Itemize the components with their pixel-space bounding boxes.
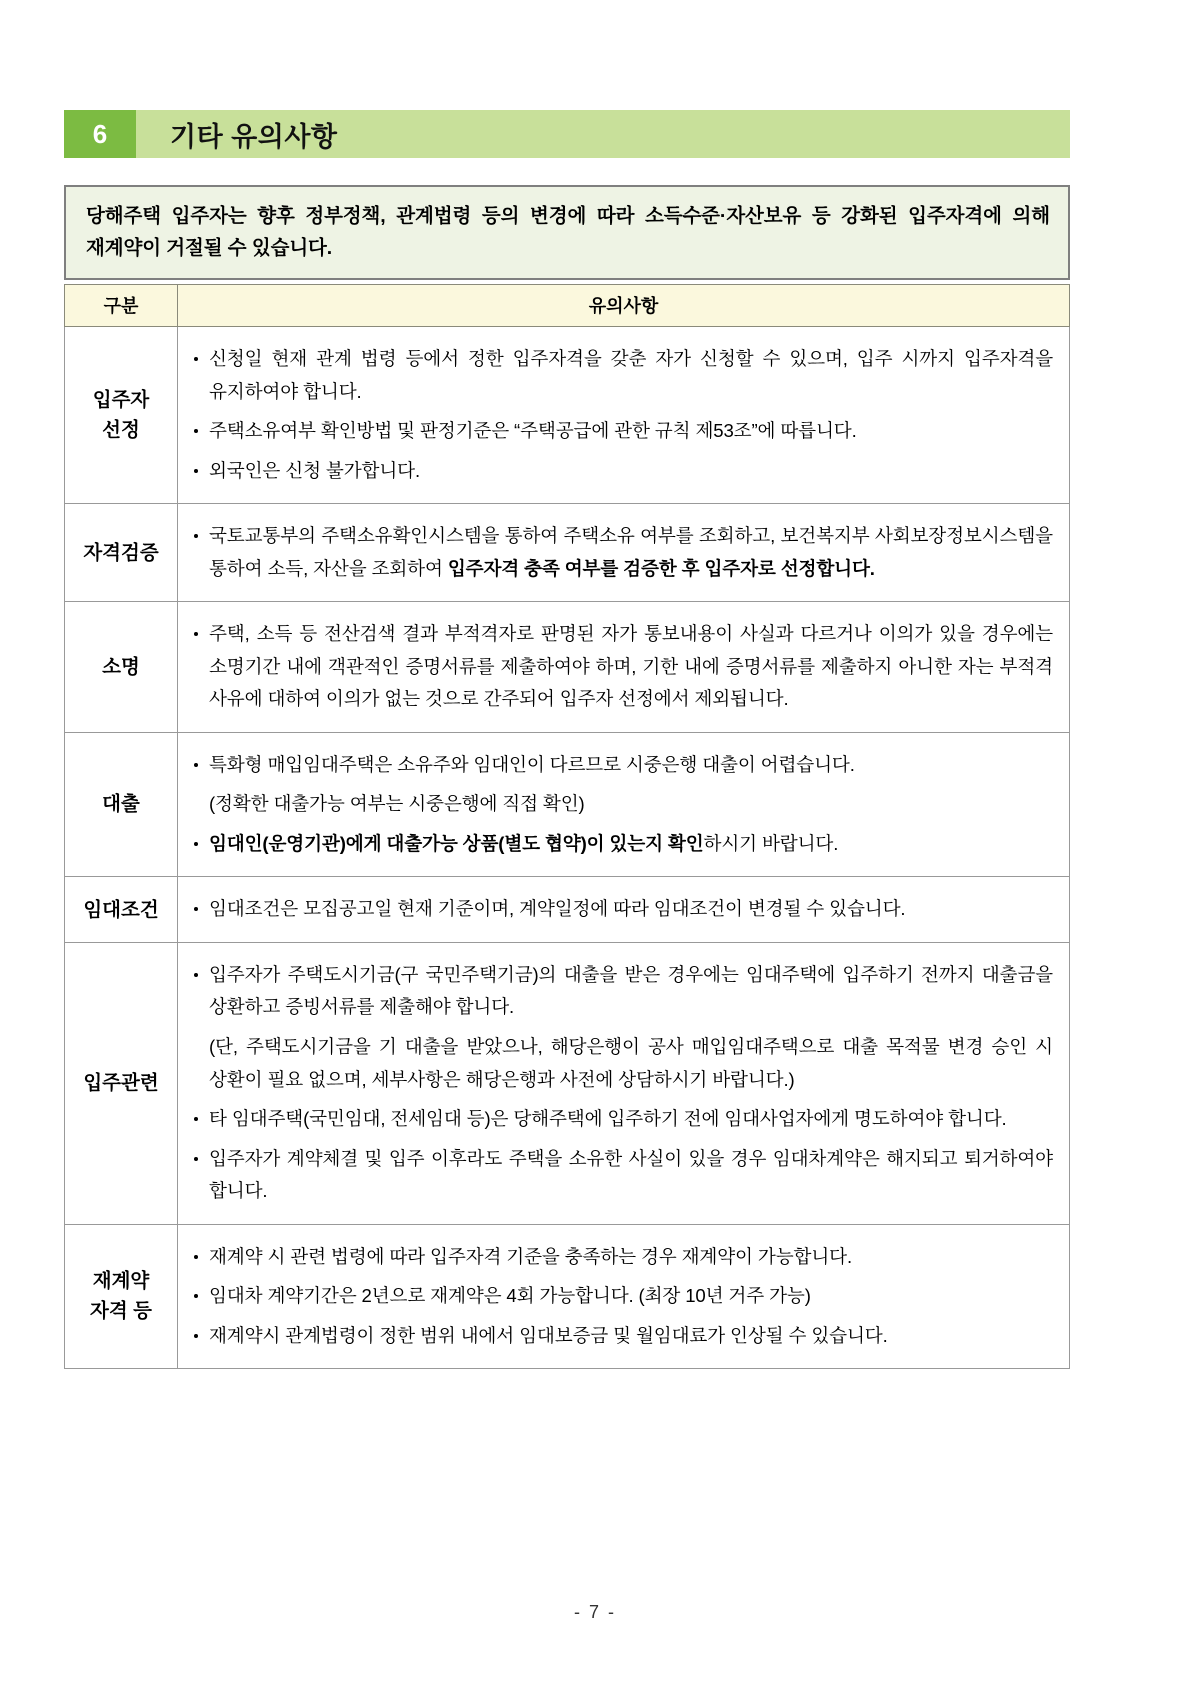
note-list	[192, 749, 1053, 861]
note-list	[192, 1241, 1053, 1353]
table-header	[65, 285, 1070, 327]
note-item: 임대차 계약기간은 2년으로 재계약은 4회 가능합니다. (최장 10년 거주 가능)	[192, 1280, 1053, 1313]
table-row	[65, 1224, 1070, 1369]
note-item: (단, 주택도시기금을 기 대출을 받았으나, 해당은행이 공사 매입임대주택으로 대출 목적물 변경 승인 시 상환이 필요 없으며, 세부사항은 해당은행과 사전에 상담하시기 바랍니다.)	[209, 1035, 1053, 1090]
table-row	[65, 602, 1070, 733]
row-notes-cell	[178, 327, 1070, 504]
table-row	[65, 327, 1070, 504]
row-category-label: 자격검증	[65, 504, 178, 602]
table-row	[65, 877, 1070, 943]
note-item: 재계약 시 관련 법령에 따라 입주자격 기준을 충족하는 경우 재계약이 가능합니다.	[192, 1241, 1053, 1274]
table-row	[65, 942, 1070, 1224]
emphasis-text: 입주자격 충족 여부를 검증한 후 입주자로 선정합니다.	[447, 557, 875, 579]
note-list	[192, 893, 1053, 926]
notice-text: 당해주택 입주자는 향후 정부정책, 관계법령 등의 변경에 따라 소득수준·자산보유 등 강화된 입주자격에 의해 재계약이 거절될 수 있습니다.	[86, 205, 1050, 259]
note-item: 주택소유여부 확인방법 및 판정기준은 “주택공급에 관한 규칙 제53조”에 따릅니다.	[192, 415, 1053, 448]
row-notes-cell	[178, 504, 1070, 602]
note-item: 신청일 현재 관계 법령 등에서 정한 입주자격을 갖춘 자가 신청할 수 있으며, 입주 시까지 입주자격을 유지하여야 합니다.	[192, 343, 1053, 408]
notice-table	[64, 284, 1070, 1369]
note-item: 임대인(운영기관)에게 대출가능 상품(별도 협약)이 있는지 확인하시기 바랍니다.	[192, 828, 1053, 861]
emphasis-text: 임대인(운영기관)에게 대출가능 상품(별도 협약)이 있는지 확인	[209, 832, 704, 854]
section-number-badge: 6	[64, 110, 136, 158]
column-header-category: 구분	[65, 285, 178, 327]
note-item: 입주자가 계약체결 및 입주 이후라도 주택을 소유한 사실이 있을 경우 임대차계약은 해지되고 퇴거하여야 합니다.	[192, 1143, 1053, 1208]
note-list	[192, 343, 1053, 487]
note-item: (정확한 대출가능 여부는 시중은행에 직접 확인)	[209, 793, 585, 815]
note-list	[192, 618, 1053, 716]
table-row	[65, 504, 1070, 602]
note-item: 재계약시 관계법령이 정한 범위 내에서 임대보증금 및 월임대료가 인상될 수 있습니다.	[192, 1320, 1053, 1353]
row-notes-cell	[178, 1224, 1070, 1369]
note-item: 타 임대주택(국민임대, 전세임대 등)은 당해주택에 입주하기 전에 임대사업자에게 명도하여야 합니다.	[192, 1103, 1053, 1136]
note-item: 입주자가 주택도시기금(구 국민주택기금)의 대출을 받은 경우에는 임대주택에 입주하기 전까지 대출금을 상환하고 증빙서류를 제출해야 합니다.	[192, 959, 1053, 1024]
row-category-label: 재계약 자격 등	[65, 1224, 178, 1369]
row-notes-cell	[178, 942, 1070, 1224]
table-row	[65, 732, 1070, 877]
note-list	[192, 959, 1053, 1208]
note-item: 임대조건은 모집공고일 현재 기준이며, 계약일정에 따라 임대조건이 변경될 수 있습니다.	[192, 893, 1053, 926]
notice-box	[64, 185, 1070, 280]
row-notes-cell	[178, 602, 1070, 733]
row-category-label: 대출	[65, 732, 178, 877]
table-header-row	[65, 285, 1070, 327]
note-item: 특화형 매입임대주택은 소유주와 임대인이 다르므로 시중은행 대출이 어렵습니다.	[192, 749, 1053, 782]
row-category-label: 임대조건	[65, 877, 178, 943]
note-list	[192, 520, 1053, 585]
row-notes-cell	[178, 877, 1070, 943]
row-category-label: 입주관련	[65, 942, 178, 1224]
section-header	[64, 110, 1070, 158]
row-category-label: 소명	[65, 602, 178, 733]
column-header-notes: 유의사항	[178, 285, 1070, 327]
note-item: 주택, 소득 등 전산검색 결과 부적격자로 판명된 자가 통보내용이 사실과 다르거나 이의가 있을 경우에는 소명기간 내에 객관적인 증명서류를 제출하여야 하며, 기한 내에 증명서류를 제출하지 아니한 자는 부적격 사유에 대하여 이의가 없는 것으로 간주되어 입주자 선정에서 제외됩니다.	[192, 618, 1053, 716]
note-item: 국토교통부의 주택소유확인시스템을 통하여 주택소유 여부를 조회하고, 보건복지부 사회보장정보시스템을 통하여 소득, 자산을 조회하여 입주자격 충족 여부를 검증한 후 입주자로 선정합니다.	[192, 520, 1053, 585]
note-item: 외국인은 신청 불가합니다.	[192, 455, 1053, 488]
section-title: 기타 유의사항	[170, 121, 338, 152]
row-category-label: 입주자 선정	[65, 327, 178, 504]
page-number-footer: - 7 -	[573, 1602, 616, 1622]
row-notes-cell	[178, 732, 1070, 877]
table-body	[65, 327, 1070, 1369]
